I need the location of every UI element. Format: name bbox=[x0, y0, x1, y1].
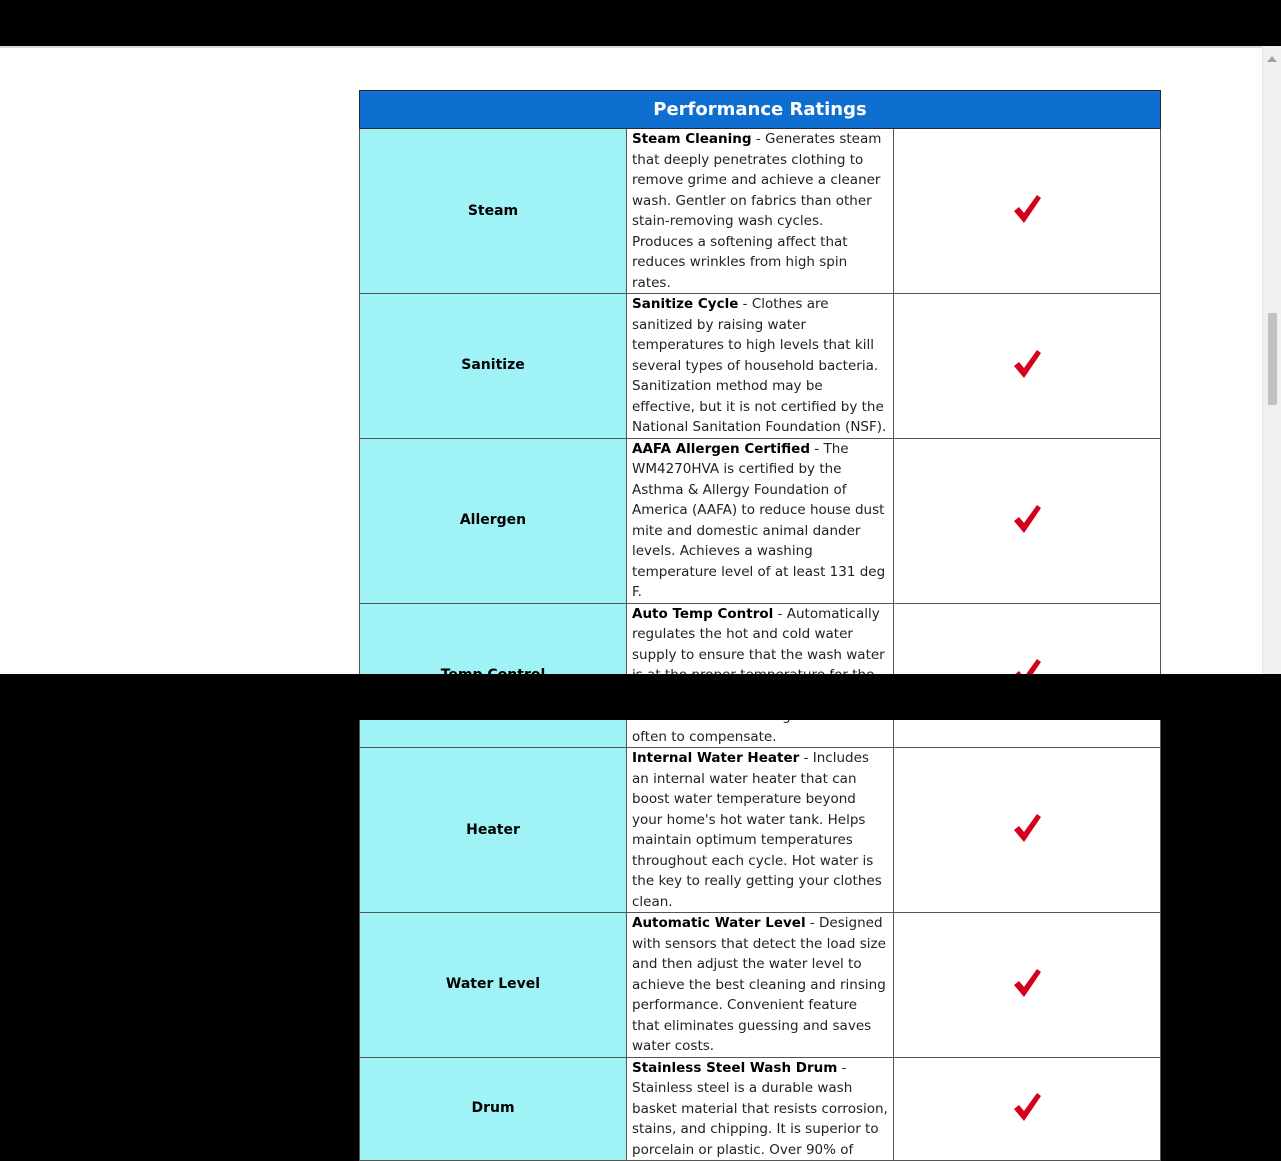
table-row bbox=[360, 294, 1161, 439]
vertical-scrollbar[interactable] bbox=[1262, 46, 1281, 674]
red-checkmark-icon bbox=[1011, 348, 1043, 380]
video-top-letterbox bbox=[0, 0, 1280, 46]
top-divider bbox=[0, 46, 1262, 48]
row-check bbox=[894, 1057, 1161, 1161]
table-row bbox=[360, 438, 1161, 603]
row-check bbox=[894, 129, 1161, 294]
row-description bbox=[627, 913, 894, 1058]
row-label: Heater bbox=[360, 748, 627, 913]
row-description bbox=[627, 129, 894, 294]
red-checkmark-icon bbox=[1011, 503, 1043, 535]
scroll-up-arrow-icon[interactable] bbox=[1267, 56, 1277, 62]
row-description bbox=[627, 294, 894, 439]
row-check bbox=[894, 748, 1161, 913]
row-check bbox=[894, 438, 1161, 603]
table-row bbox=[360, 748, 1161, 913]
red-checkmark-icon bbox=[1011, 1091, 1043, 1123]
row-description bbox=[627, 438, 894, 603]
feature-text: - Stainless steel is a durable wash basket material that resists corrosion, stains, and chipping. It is superior to porcelain or plastic. Over 90% of bbox=[632, 1059, 888, 1158]
table-row bbox=[360, 1057, 1161, 1161]
row-label: Steam bbox=[360, 129, 627, 294]
feature-name: Steam Cleaning bbox=[632, 131, 752, 147]
feature-name: Sanitize Cycle bbox=[632, 296, 739, 312]
feature-name: Auto Temp Control bbox=[632, 605, 774, 622]
feature-name: Automatic Water Level bbox=[632, 915, 806, 931]
red-checkmark-icon bbox=[1011, 967, 1043, 999]
feature-text: - The WM4270HVA is certified by the Asthma & Allergy Foundation of America (AAFA) to reduce house dust mite and domestic animal dander levels. Achieves a washing temperature level of at least 131 deg F. bbox=[632, 440, 886, 600]
table-row bbox=[360, 913, 1161, 1058]
performance-ratings-table bbox=[359, 90, 1161, 1161]
feature-text: - Generates steam that deeply penetrates clothing to remove grime and achieve a cleaner wash. Gentler on fabrics than other stain-removing wash cycles. Produces a softening affect that reduces wrinkles from high spin rates. bbox=[632, 131, 882, 291]
row-check bbox=[894, 294, 1161, 439]
red-checkmark-icon bbox=[1011, 193, 1043, 225]
feature-name: Stainless Steel Wash Drum bbox=[632, 1059, 838, 1076]
row-label: Sanitize bbox=[360, 294, 627, 439]
row-label: Allergen bbox=[360, 438, 627, 603]
row-check bbox=[894, 913, 1161, 1058]
scrollbar-thumb[interactable] bbox=[1268, 313, 1277, 405]
feature-name: Internal Water Heater bbox=[632, 750, 800, 766]
row-description bbox=[627, 1057, 894, 1161]
row-description bbox=[627, 748, 894, 913]
row-label: Drum bbox=[360, 1057, 627, 1161]
browser-viewport bbox=[0, 46, 1280, 1158]
feature-text: - Includes an internal water heater that can boost water temperature beyond your home's hot water tank. Helps maintain optimum temperatures throughout each cycle. Hot water is the key to really getting your clothes clean. bbox=[632, 750, 882, 910]
row-label: Water Level bbox=[360, 913, 627, 1058]
video-bottom-letterbox bbox=[0, 674, 1280, 720]
feature-text: - Designed with sensors that detect the load size and then adjust the water level to achieve the best cleaning and rinsing performance. Convenient feature that eliminates guessing and saves water costs. bbox=[632, 915, 886, 1054]
table-title: Performance Ratings bbox=[360, 91, 1161, 129]
feature-text: - Clothes are sanitized by raising water temperatures to high levels that kill several types of household bacteria. Sanitization method may be effective, but it is not certified by the National Sanitation Foundation (NSF). bbox=[632, 296, 887, 435]
red-checkmark-icon bbox=[1011, 812, 1043, 844]
feature-text: - Automatically regulates the hot and cold water supply to ensure that the wash water often to compensate. bbox=[632, 605, 885, 745]
table-row bbox=[360, 129, 1161, 294]
feature-name: AAFA Allergen Certified bbox=[632, 440, 810, 457]
